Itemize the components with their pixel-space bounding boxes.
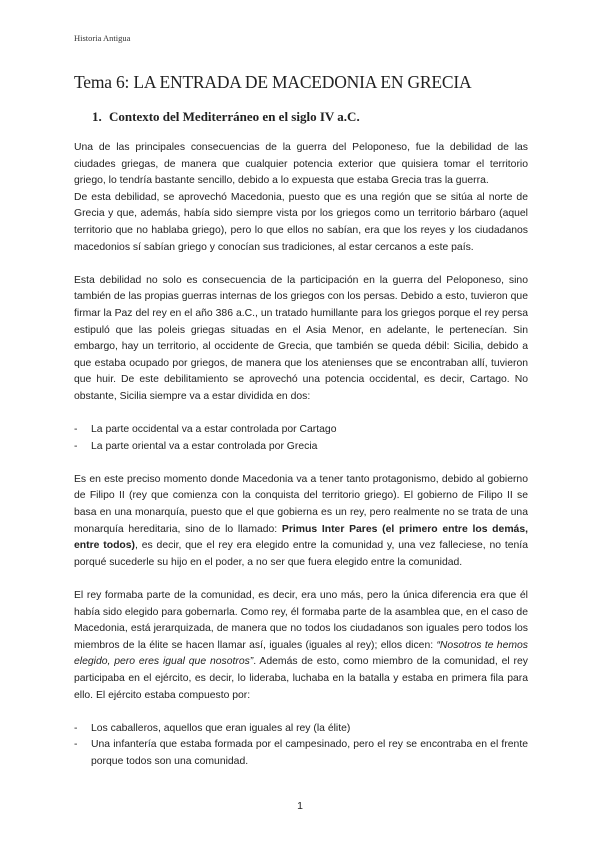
paragraph: De esta debilidad, se aprovechó Macedonia, puesto que es una región que se sitúa al norte de Grecia y que, además, había sido siempre vista por los griegos como un territorio bárbaro (aquel territorio que no hablaba griego), pero lo que ellos no sabían, era que los reyes y los ciudadanos macedonios sí sabían griego y conocían sus tradiciones, al estar cercanos a este país. xyxy=(74,191,528,253)
running-header: Historia Antigua xyxy=(74,33,131,43)
list-item: - Los caballeros, aquellos que eran iguales al rey (la élite) xyxy=(74,721,528,738)
list-item: - La parte oriental va a estar controlada por Grecia xyxy=(74,439,528,456)
section-title: Contexto del Mediterráneo en el siglo IV a.C. xyxy=(109,109,360,124)
italic-quote: “Nosotros te hemos elegido, pero eres igual que nosotros” xyxy=(74,639,528,668)
list-dash: - xyxy=(74,722,78,734)
list-dash: - xyxy=(74,739,78,751)
paragraph: Una de las principales consecuencias de la guerra del Peloponeso, fue la debilidad de las ciudades griegas, de manera que cualquier potencia exterior que quisiera tomar el territorio griego, lo tendría bastante sencillo, debido a lo expuesta que estaba Grecia tras la guerra. xyxy=(74,142,528,187)
bullet-list-ejercito xyxy=(74,721,528,771)
bullet-list-sicilia xyxy=(74,422,528,455)
list-dash: - xyxy=(74,424,78,436)
paragraph: Esta debilidad no solo es consecuencia de la participación en la guerra del Peloponeso, sino también de las propias guerras internas de los griegos con los persas. Debido a esto, tuvieron que firmar la Paz del rey en el año 386 a.C., un tratado humillante para los griegos porque el rey persa estipuló que las poleis griegas situadas en el Asia Menor, en adelante, le pertenecían. Sin embargo, hay un territorio, al occidente de Grecia, que también se queda débil: Sicilia, debido a que estaba ocupado por griegos, de manera que los atenienses que se encontraban allí, tuvieron que huir. De este debilitamiento se aprovechó una potencia occidental, es decir, Cartago. No obstante, Sicilia siempre va a estar dividida en dos: xyxy=(74,274,528,402)
paragraph: Es en este preciso momento donde Macedonia va a tener tanto protagonismo, debido al gobierno de Filipo II (rey que comienza con la conquista del territorio griego). El gobierno de Filipo II se basa en una monarquía, puesto que el que gobierna es un rey, pero realmente no se trata de una monarquía hereditaria, sino de lo llamado: Primus Inter Pares (el primero entre los demás, entre todos), es decir, que el rey era elegido entre la comunidad y, una vez falleciese, no tenía porqué sucederle su hijo en el poder, a no ser que fuera elegido entre la comunidad. xyxy=(74,473,528,568)
section-heading xyxy=(92,109,360,125)
paragraph: El rey formaba parte de la comunidad, es decir, era uno más, pero la única diferencia era que él había sido elegido para gobernarla. Como rey, él formaba parte de la asamblea que, en el caso de Macedonia, está jerarquizada, de manera que no todos los ciudadanos son iguales pero todos los miembros de la élite se hacen llamar así, iguales (iguales al rey); ellos dicen: “Nosotros te hemos elegido, pero eres igual que nosotros”. Además de esto, como miembro de la comunidad, el rey participaba en el ejército, es decir, lo lideraba, luchaba en la batalla y estaba en primera fila para ello. El ejército estaba compuesto por: xyxy=(74,590,528,701)
bold-term: Primus Inter Pares (el primero entre los demás, entre todos) xyxy=(74,523,528,552)
list-item: - La parte occidental va a estar controlada por Cartago xyxy=(74,422,528,439)
page-number: 1 xyxy=(297,800,303,812)
section-number: 1. xyxy=(92,109,102,124)
page-title: Tema 6: LA ENTRADA DE MACEDONIA EN GRECIA xyxy=(74,72,472,92)
list-item: - Una infantería que estaba formada por el campesinado, pero el rey se encontraba en el frente porque todos son una comunidad. xyxy=(74,739,528,767)
list-dash: - xyxy=(74,440,78,452)
document-body xyxy=(74,140,528,771)
